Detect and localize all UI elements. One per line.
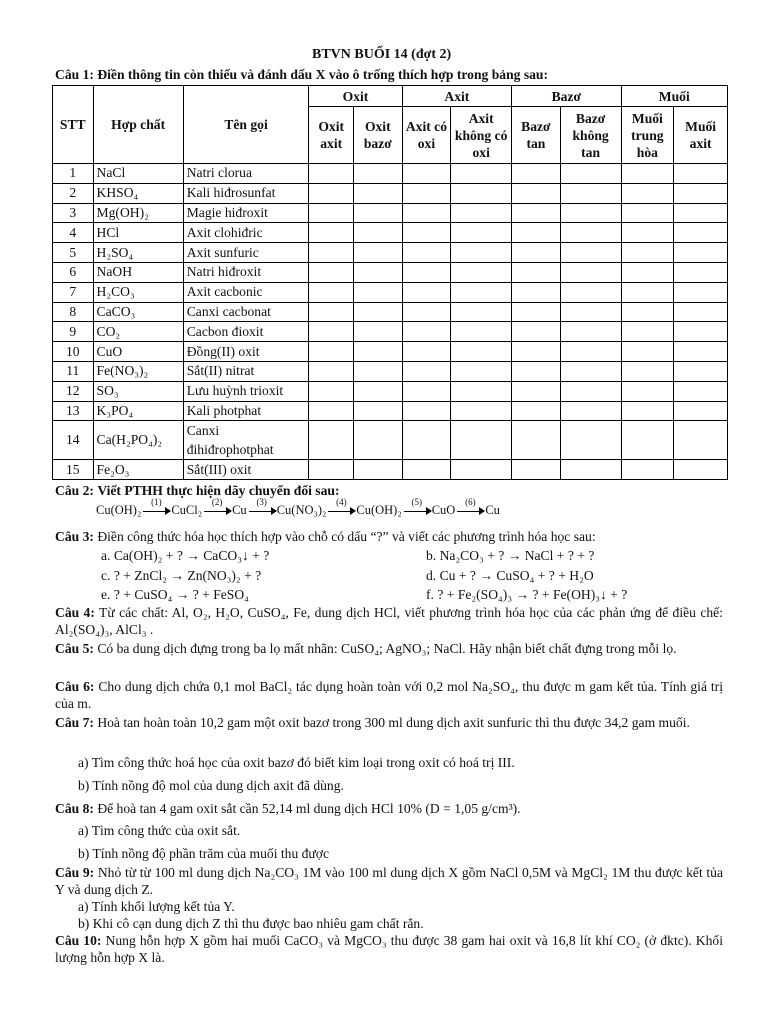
- answer-cell[interactable]: [402, 223, 451, 243]
- answer-cell[interactable]: [512, 203, 561, 223]
- answer-cell[interactable]: [451, 342, 512, 362]
- question-3-item-a: a. Ca(OH)₂ + ? → CaCO₃↓ + ?: [101, 548, 270, 563]
- reaction-arrow: [141, 497, 171, 518]
- answer-cell[interactable]: [512, 401, 561, 421]
- conversion-chain: [96, 497, 500, 518]
- row-name: Kali hiđrosunfat: [183, 183, 309, 203]
- answer-cell[interactable]: [451, 302, 512, 322]
- question-9-part-a: a) Tính khối lượng kết tủa Y.: [78, 899, 235, 914]
- row-compound: CO₂: [93, 322, 183, 342]
- answer-cell[interactable]: [674, 322, 728, 342]
- header-group-muoi: Muối: [621, 86, 728, 107]
- table-row: [53, 243, 728, 263]
- row-compound: HCl: [93, 223, 183, 243]
- answer-cell[interactable]: [353, 361, 402, 381]
- row-name: Canxi cacbonat: [183, 302, 309, 322]
- answer-cell[interactable]: [402, 421, 451, 460]
- answer-cell[interactable]: [309, 342, 354, 362]
- answer-cell[interactable]: [674, 302, 728, 322]
- step-number: (6): [465, 497, 476, 508]
- answer-cell[interactable]: [309, 164, 354, 184]
- chain-species: Cu(OH)₂: [356, 503, 402, 517]
- answer-cell[interactable]: [353, 282, 402, 302]
- arrow-head: [165, 507, 171, 515]
- answer-cell[interactable]: [309, 203, 354, 223]
- table-row: [53, 381, 728, 401]
- question-4-text: Từ các chất: Al, O₂, H₂O, CuSO₄, Fe, dung dịch HCl, viết phương trình hóa học của các phản ứng để điều chế: Al₂(SO₄)₃, AlCl₃ .: [55, 605, 723, 637]
- answer-cell[interactable]: [621, 421, 674, 460]
- answer-cell[interactable]: [402, 302, 451, 322]
- answer-cell[interactable]: [674, 203, 728, 223]
- table-row: [53, 302, 728, 322]
- question-9-text: Nhỏ từ từ 100 ml dung dịch Na₂CO₃ 1M vào 100 ml dung dịch X gồm NaCl 0,5M và MgCl₂ 1M thu được kết tủa Y và dung dịch Z.: [55, 865, 723, 897]
- answer-cell[interactable]: [451, 243, 512, 263]
- header-muoi-trung-hoa: Muối trung hòa: [621, 107, 674, 164]
- header-muoi-axit: Muối axit: [674, 107, 728, 164]
- row-compound: NaCl: [93, 164, 183, 184]
- row-stt: 4: [53, 223, 94, 243]
- question-9-label: Câu 9:: [55, 865, 95, 880]
- question-6: [55, 679, 723, 712]
- table-row: [53, 164, 728, 184]
- step-number: (1): [151, 497, 162, 508]
- row-name: Magie hiđroxit: [183, 203, 309, 223]
- header-axit-co-oxi: Axit có oxi: [402, 107, 451, 164]
- answer-cell[interactable]: [560, 342, 621, 362]
- row-stt: 8: [53, 302, 94, 322]
- answer-cell[interactable]: [512, 381, 561, 401]
- answer-cell[interactable]: [309, 223, 354, 243]
- reaction-arrow: [247, 497, 277, 518]
- answer-cell[interactable]: [309, 421, 354, 460]
- row-stt: 7: [53, 282, 94, 302]
- question-7-part-b: b) Tính nồng độ mol của dung dịch axit đã dùng.: [78, 778, 344, 793]
- answer-cell[interactable]: [674, 223, 728, 243]
- table-row: [53, 322, 728, 342]
- reaction-arrow: [326, 497, 356, 518]
- answer-cell[interactable]: [621, 164, 674, 184]
- table-row: [53, 401, 728, 421]
- answer-cell[interactable]: [451, 164, 512, 184]
- answer-cell[interactable]: [353, 243, 402, 263]
- reaction-arrow: [202, 497, 232, 518]
- answer-cell[interactable]: [560, 223, 621, 243]
- answer-cell[interactable]: [353, 223, 402, 243]
- answer-cell[interactable]: [512, 183, 561, 203]
- answer-cell[interactable]: [512, 262, 561, 282]
- question-6-text: Cho dung dịch chứa 0,1 mol BaCl₂ tác dụng hoàn toàn với 0,2 mol Na₂SO₄, thu được m gam kết tủa. Tính giá trị của m.: [55, 679, 723, 711]
- row-stt: 6: [53, 262, 94, 282]
- question-3-item-b: b. Na₂CO₃ + ? → NaCl + ? + ?: [426, 548, 595, 563]
- header-compound: Hợp chất: [93, 86, 183, 164]
- question-7: [55, 715, 723, 732]
- row-stt: 5: [53, 243, 94, 263]
- row-name: Axit clohiđric: [183, 223, 309, 243]
- table-row: [53, 203, 728, 223]
- row-name: Axit sunfuric: [183, 243, 309, 263]
- arrow-head: [479, 507, 485, 515]
- answer-cell[interactable]: [674, 361, 728, 381]
- row-compound: Ca(H₂PO₄)₂: [93, 421, 183, 460]
- classification-table: [52, 85, 728, 480]
- header-oxit-bazo: Oxit bazơ: [353, 107, 402, 164]
- question-2-label: Câu 2:: [55, 483, 94, 498]
- answer-cell[interactable]: [512, 460, 561, 480]
- answer-cell[interactable]: [451, 262, 512, 282]
- answer-cell[interactable]: [621, 401, 674, 421]
- answer-cell[interactable]: [402, 262, 451, 282]
- step-number: (4): [336, 497, 347, 508]
- answer-cell[interactable]: [309, 361, 354, 381]
- question-5-label: Câu 5:: [55, 641, 94, 656]
- row-stt: 13: [53, 401, 94, 421]
- answer-cell[interactable]: [512, 421, 561, 460]
- answer-cell[interactable]: [621, 223, 674, 243]
- question-1-label: Câu 1:: [55, 67, 94, 82]
- question-10: [55, 933, 723, 966]
- answer-cell[interactable]: [402, 282, 451, 302]
- answer-cell[interactable]: [402, 164, 451, 184]
- row-stt: 9: [53, 322, 94, 342]
- answer-cell[interactable]: [512, 361, 561, 381]
- arrow-line: [204, 511, 228, 512]
- answer-cell[interactable]: [674, 282, 728, 302]
- answer-cell[interactable]: [621, 243, 674, 263]
- header-group-oxit: Oxit: [309, 86, 402, 107]
- answer-cell[interactable]: [560, 243, 621, 263]
- answer-cell[interactable]: [512, 164, 561, 184]
- answer-cell[interactable]: [560, 302, 621, 322]
- answer-cell[interactable]: [309, 262, 354, 282]
- header-group-bazo: Bazơ: [512, 86, 621, 107]
- step-number: (5): [411, 497, 422, 508]
- arrow-line: [143, 511, 167, 512]
- table-row: [53, 421, 728, 460]
- answer-cell[interactable]: [451, 361, 512, 381]
- answer-cell[interactable]: [621, 203, 674, 223]
- arrow-head: [271, 507, 277, 515]
- answer-cell[interactable]: [560, 381, 621, 401]
- answer-cell[interactable]: [451, 203, 512, 223]
- header-group-axit: Axit: [402, 86, 511, 107]
- question-8-label: Câu 8:: [55, 801, 94, 816]
- question-2-prompt: [55, 483, 339, 499]
- answer-cell[interactable]: [674, 164, 728, 184]
- answer-cell[interactable]: [674, 460, 728, 480]
- row-stt: 2: [53, 183, 94, 203]
- answer-cell[interactable]: [621, 183, 674, 203]
- header-stt: STT: [53, 86, 94, 164]
- answer-cell[interactable]: [451, 381, 512, 401]
- row-name: Kali photphat: [183, 401, 309, 421]
- answer-cell[interactable]: [560, 203, 621, 223]
- table-row: [53, 460, 728, 480]
- answer-cell[interactable]: [309, 401, 354, 421]
- answer-cell[interactable]: [674, 401, 728, 421]
- row-stt: 14: [53, 421, 94, 460]
- answer-cell[interactable]: [402, 342, 451, 362]
- answer-cell[interactable]: [451, 460, 512, 480]
- chain-species: Cu: [232, 503, 247, 517]
- answer-cell[interactable]: [621, 282, 674, 302]
- answer-cell[interactable]: [353, 381, 402, 401]
- chain-species: CuO: [431, 503, 456, 517]
- row-stt: 1: [53, 164, 94, 184]
- answer-cell[interactable]: [560, 460, 621, 480]
- question-9: [55, 865, 723, 898]
- answer-cell[interactable]: [451, 322, 512, 342]
- row-compound: H₂CO₃: [93, 282, 183, 302]
- answer-cell[interactable]: [353, 302, 402, 322]
- answer-cell[interactable]: [402, 361, 451, 381]
- question-3-label: Câu 3:: [55, 529, 94, 544]
- row-compound: SO₃: [93, 381, 183, 401]
- table-row: [53, 282, 728, 302]
- table-row: [53, 342, 728, 362]
- question-5-text: Có ba dung dịch đựng trong ba lọ mất nhãn: CuSO₄; AgNO₃; NaCl. Hãy nhận biết chất đựng trong mỗi lọ.: [97, 641, 677, 656]
- row-compound: CaCO₃: [93, 302, 183, 322]
- answer-cell[interactable]: [621, 381, 674, 401]
- arrow-line: [457, 511, 481, 512]
- answer-cell[interactable]: [402, 381, 451, 401]
- row-compound: Fe(NO₃)₂: [93, 361, 183, 381]
- row-compound: K₃PO₄: [93, 401, 183, 421]
- answer-cell[interactable]: [353, 322, 402, 342]
- answer-cell[interactable]: [353, 460, 402, 480]
- step-number: (2): [211, 497, 223, 508]
- answer-cell[interactable]: [402, 401, 451, 421]
- answer-cell[interactable]: [353, 342, 402, 362]
- question-8: [55, 801, 723, 818]
- question-8-text: Để hoà tan 4 gam oxit sắt cần 52,14 ml dung dịch HCl 10% (D = 1,05 g/cm³).: [97, 801, 521, 816]
- answer-cell[interactable]: [512, 243, 561, 263]
- step-number: (3): [256, 497, 267, 508]
- question-7-text: Hoà tan hoàn toàn 10,2 gam một oxit bazơ trong 300 ml dung dịch axit sunfuric thì thu được 34,2 gam muối.: [97, 715, 690, 730]
- row-name: Sắt(II) nitrat: [183, 361, 309, 381]
- row-name: Canxi đihiđrophotphat: [183, 421, 309, 460]
- answer-cell[interactable]: [353, 262, 402, 282]
- answer-cell[interactable]: [560, 262, 621, 282]
- answer-cell[interactable]: [309, 322, 354, 342]
- answer-cell[interactable]: [560, 282, 621, 302]
- answer-cell[interactable]: [451, 183, 512, 203]
- chain-species: Cu: [485, 503, 500, 517]
- row-name: Đồng(II) oxit: [183, 342, 309, 362]
- answer-cell[interactable]: [621, 342, 674, 362]
- row-name: Lưu huỳnh trioxit: [183, 381, 309, 401]
- row-name: Natri clorua: [183, 164, 309, 184]
- row-name: Cacbon đioxit: [183, 322, 309, 342]
- answer-cell[interactable]: [674, 421, 728, 460]
- answer-cell[interactable]: [451, 401, 512, 421]
- header-oxit-axit: Oxit axit: [309, 107, 354, 164]
- header-axit-khong-oxi: Axit không có oxi: [451, 107, 512, 164]
- answer-cell[interactable]: [451, 223, 512, 243]
- header-bazo-khong-tan: Bazơ không tan: [560, 107, 621, 164]
- table-row: [53, 262, 728, 282]
- question-4-label: Câu 4:: [55, 605, 95, 620]
- question-2-text: Viết PTHH thực hiện dãy chuyển đổi sau:: [97, 483, 340, 498]
- answer-cell[interactable]: [451, 421, 512, 460]
- question-9-part-b: b) Khi cô cạn dung dịch Z thì thu được bao nhiêu gam chất rắn.: [78, 916, 424, 931]
- question-8-part-b: b) Tính nồng độ phần trăm của muối thu được: [78, 846, 330, 861]
- answer-cell[interactable]: [512, 322, 561, 342]
- answer-cell[interactable]: [353, 183, 402, 203]
- question-4: [55, 605, 723, 638]
- page-title: BTVN BUỔI 14 (đợt 2): [312, 47, 452, 62]
- answer-cell[interactable]: [560, 322, 621, 342]
- answer-cell[interactable]: [309, 282, 354, 302]
- arrow-line: [249, 511, 273, 512]
- reaction-arrow: [402, 497, 432, 518]
- header-name: Tên gọi: [183, 86, 309, 164]
- question-7-label: Câu 7:: [55, 715, 94, 730]
- answer-cell[interactable]: [674, 183, 728, 203]
- question-10-label: Câu 10:: [55, 933, 102, 948]
- question-3-item-f: f. ? + Fe₂(SO₄)₃ → ? + Fe(OH)₃↓ + ?: [426, 587, 628, 602]
- answer-cell[interactable]: [621, 262, 674, 282]
- chain-species: Cu(NO₃)₂: [276, 503, 327, 517]
- question-1-prompt: [55, 67, 548, 83]
- answer-cell[interactable]: [560, 361, 621, 381]
- header-bazo-tan: Bazơ tan: [512, 107, 561, 164]
- arrow-head: [426, 507, 432, 515]
- answer-cell[interactable]: [560, 183, 621, 203]
- answer-cell[interactable]: [309, 460, 354, 480]
- answer-cell[interactable]: [560, 421, 621, 460]
- answer-cell[interactable]: [353, 164, 402, 184]
- answer-cell[interactable]: [674, 381, 728, 401]
- row-stt: 12: [53, 381, 94, 401]
- question-7-part-a: a) Tìm công thức hoá học của oxit bazơ đó biết kim loại trong oxit có hoá trị III.: [78, 755, 515, 770]
- answer-cell[interactable]: [309, 183, 354, 203]
- question-6-label: Câu 6:: [55, 679, 95, 694]
- answer-cell[interactable]: [674, 243, 728, 263]
- answer-cell[interactable]: [402, 243, 451, 263]
- reaction-arrow: [455, 497, 485, 518]
- answer-cell[interactable]: [512, 302, 561, 322]
- answer-cell[interactable]: [560, 164, 621, 184]
- chain-species: CuCl₂: [171, 503, 203, 517]
- question-3-item-e: e. ? + CuSO₄ → ? + FeSO₄: [101, 587, 249, 602]
- row-stt: 11: [53, 361, 94, 381]
- row-stt: 3: [53, 203, 94, 223]
- answer-cell[interactable]: [512, 282, 561, 302]
- answer-cell[interactable]: [674, 262, 728, 282]
- row-compound: H₂SO₄: [93, 243, 183, 263]
- row-name: Axit cacbonic: [183, 282, 309, 302]
- chain-species: Cu(OH)₂: [96, 503, 142, 517]
- arrow-line: [328, 511, 352, 512]
- answer-cell[interactable]: [560, 401, 621, 421]
- answer-cell[interactable]: [309, 381, 354, 401]
- answer-cell[interactable]: [402, 460, 451, 480]
- question-5: [55, 641, 723, 658]
- answer-cell[interactable]: [451, 282, 512, 302]
- row-compound: CuO: [93, 342, 183, 362]
- table-row: [53, 223, 728, 243]
- question-3-prompt: [55, 529, 596, 545]
- arrow-line: [404, 511, 428, 512]
- row-compound: Mg(OH)₂: [93, 203, 183, 223]
- answer-cell[interactable]: [621, 322, 674, 342]
- answer-cell[interactable]: [353, 421, 402, 460]
- answer-cell[interactable]: [402, 183, 451, 203]
- question-3-text: Điền công thức hóa học thích hợp vào chỗ có dấu “?” và viết các phương trình hóa học sau:: [97, 529, 596, 544]
- row-compound: NaOH: [93, 262, 183, 282]
- row-compound: KHSO₄: [93, 183, 183, 203]
- row-stt: 10: [53, 342, 94, 362]
- answer-cell[interactable]: [402, 203, 451, 223]
- row-compound: Fe₂O₃: [93, 460, 183, 480]
- answer-cell[interactable]: [402, 322, 451, 342]
- question-10-text: Nung hỗn hợp X gồm hai muối CaCO₃ và MgCO₃ thu được 38 gam hai oxit và 16,8 lít khí CO₂ (ở đktc). Khối lượng hỗn hợp X là.: [55, 933, 723, 965]
- arrow-head: [226, 507, 232, 515]
- question-8-part-a: a) Tìm công thức của oxit sắt.: [78, 823, 241, 838]
- row-stt: 15: [53, 460, 94, 480]
- row-name: Sắt(III) oxit: [183, 460, 309, 480]
- question-1-text: Điền thông tin còn thiếu và đánh dấu X vào ô trống thích hợp trong bảng sau:: [97, 67, 548, 82]
- answer-cell[interactable]: [309, 302, 354, 322]
- answer-cell[interactable]: [621, 460, 674, 480]
- answer-cell[interactable]: [621, 361, 674, 381]
- table-row: [53, 183, 728, 203]
- answer-cell[interactable]: [353, 203, 402, 223]
- answer-cell[interactable]: [512, 223, 561, 243]
- question-3-item-d: d. Cu + ? → CuSO₄ + ? + H₂O: [426, 568, 594, 583]
- question-3-item-c: c. ? + ZnCl₂ → Zn(NO₃)₂ + ?: [101, 568, 262, 583]
- answer-cell[interactable]: [674, 342, 728, 362]
- answer-cell[interactable]: [512, 342, 561, 362]
- row-name: Natri hiđroxit: [183, 262, 309, 282]
- answer-cell[interactable]: [309, 243, 354, 263]
- answer-cell[interactable]: [353, 401, 402, 421]
- arrow-head: [350, 507, 356, 515]
- table-row: [53, 361, 728, 381]
- answer-cell[interactable]: [621, 302, 674, 322]
